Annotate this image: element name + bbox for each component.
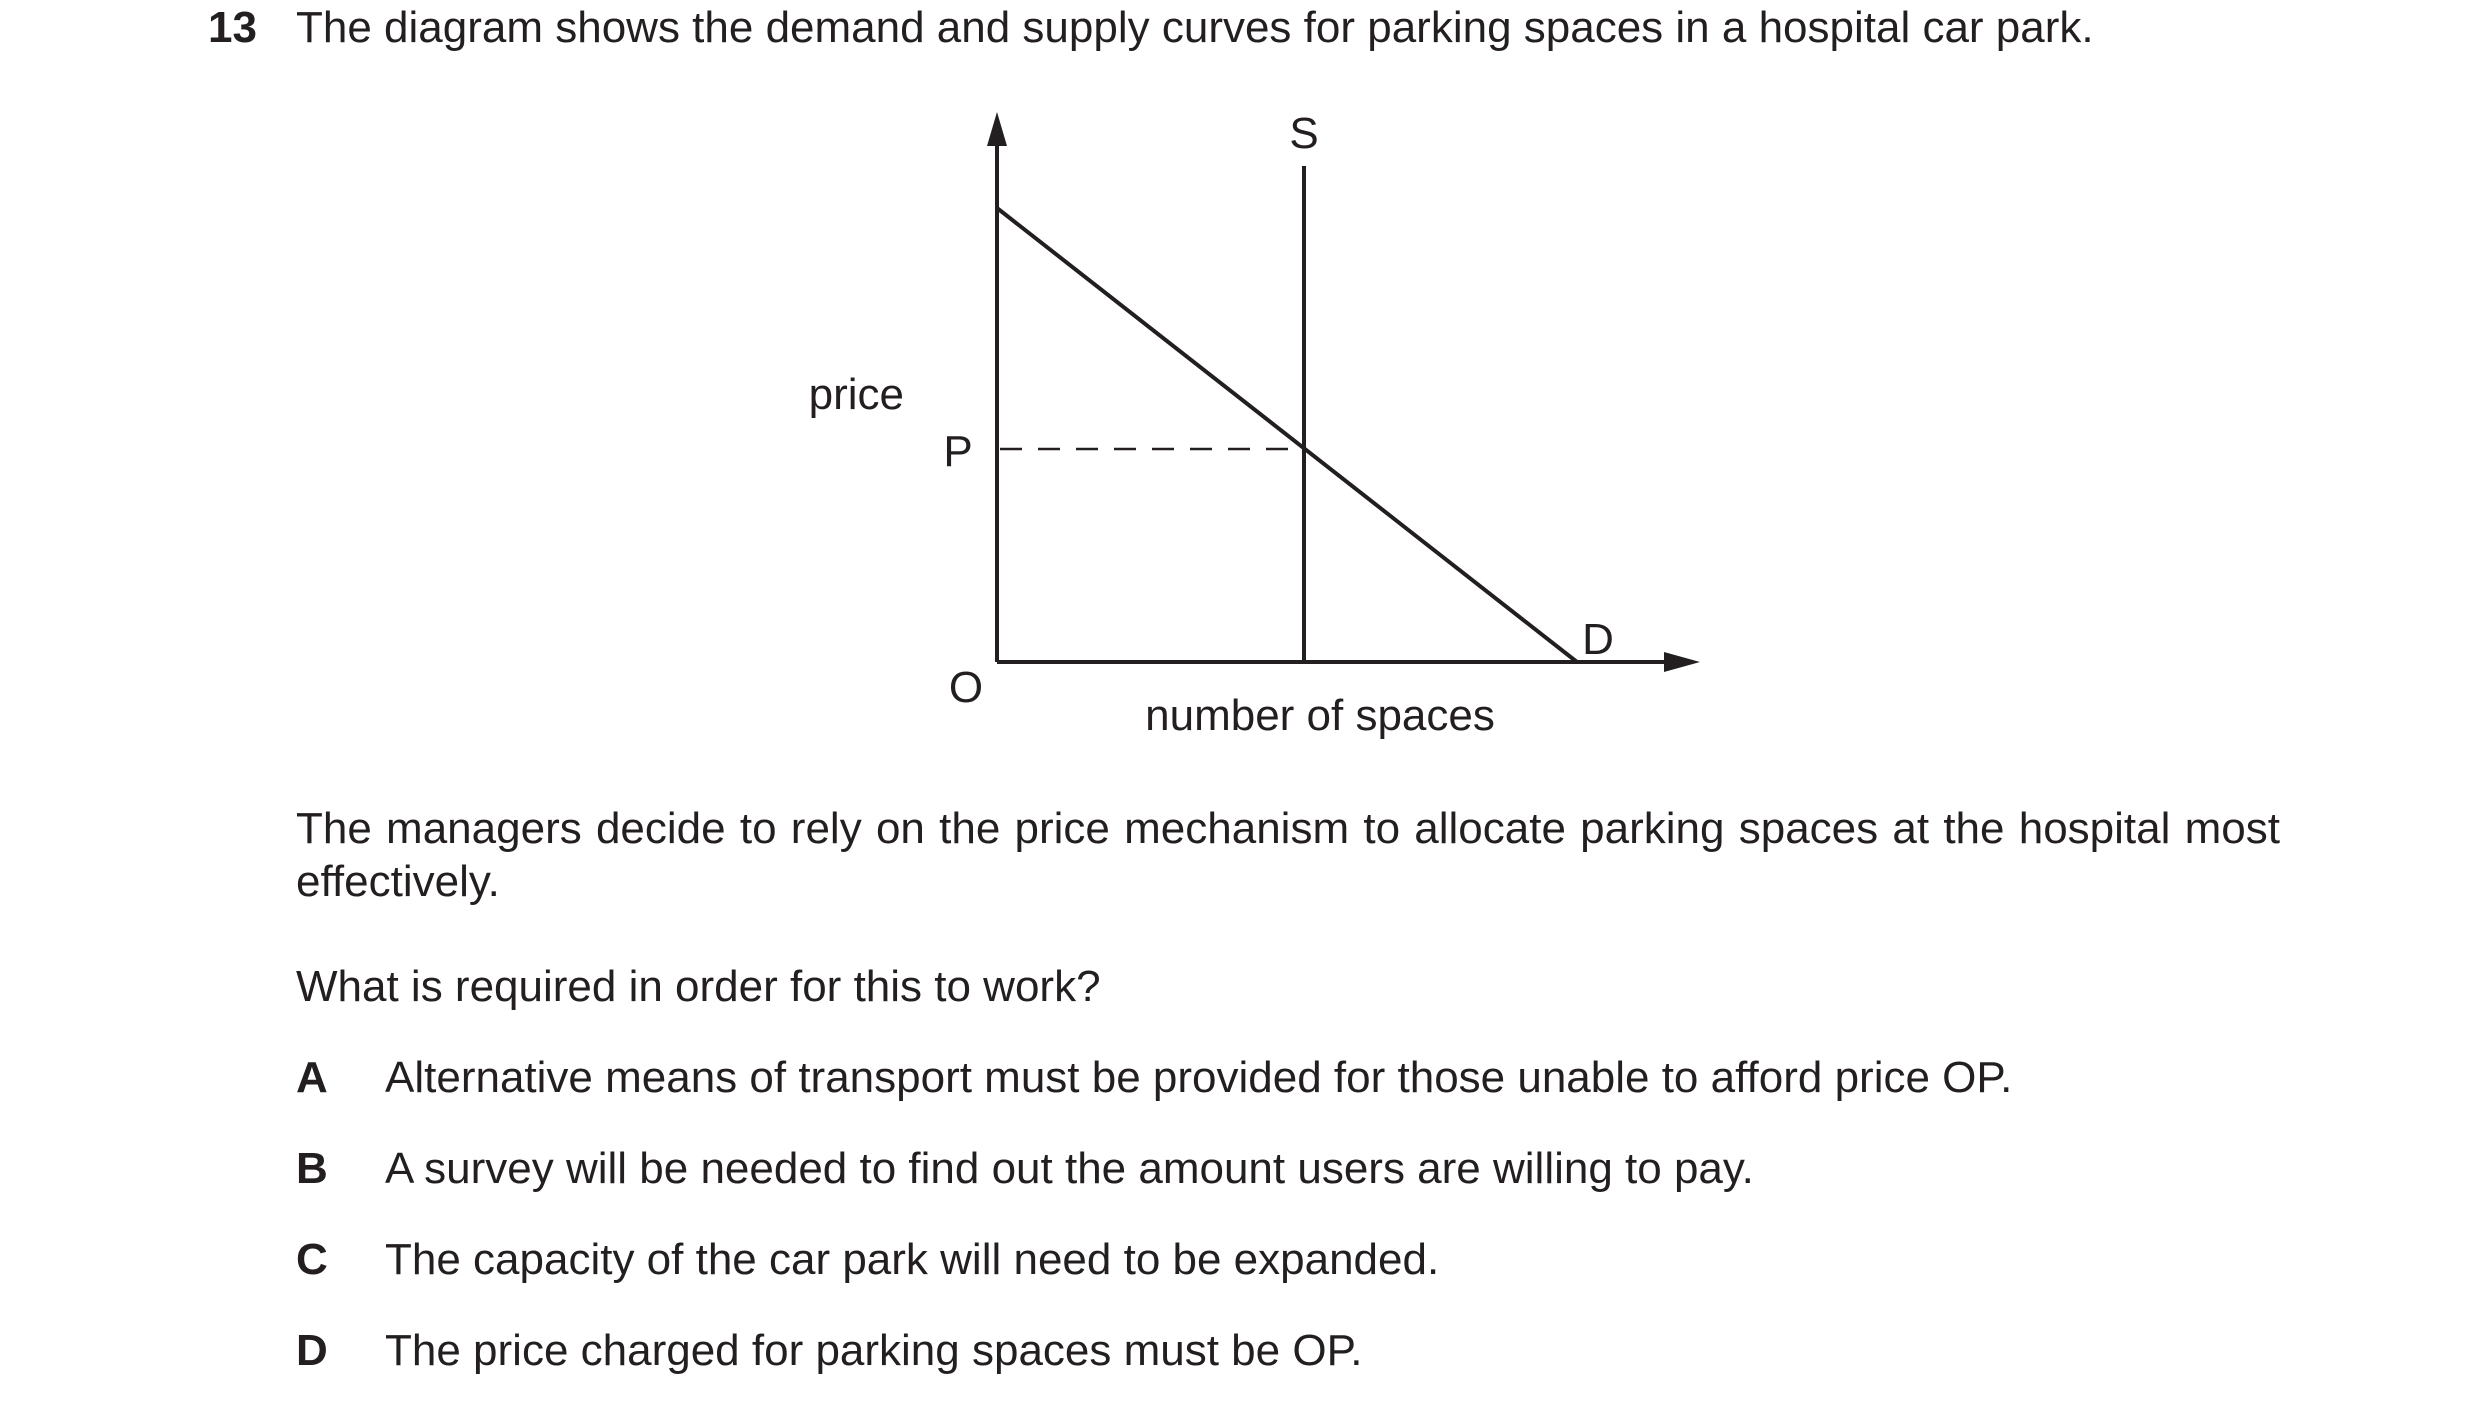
- question-prompt: What is required in order for this to work?: [296, 962, 1101, 1011]
- origin-label: O: [948, 663, 984, 712]
- question-stem: The diagram shows the demand and supply curves for parking spaces in a hospital car park.: [296, 3, 2094, 52]
- option-text: The capacity of the car park will need to be expanded.: [385, 1235, 1440, 1284]
- x-axis-label: number of spaces: [1145, 691, 1495, 740]
- option-text: A survey will be needed to find out the amount users are willing to pay.: [385, 1144, 1754, 1193]
- demand-label: D: [1582, 615, 1614, 664]
- x-axis-arrowhead: [1664, 652, 1700, 672]
- option-letter: B: [296, 1144, 328, 1193]
- option-letter: C: [296, 1235, 328, 1284]
- y-axis-arrowhead: [987, 112, 1007, 146]
- scenario-paragraph: The managers decide to rely on the price mechanism to allocate parking spaces at the hospital most effectively.: [296, 804, 2280, 906]
- price-label: P: [943, 427, 973, 476]
- option-letter: A: [296, 1053, 328, 1102]
- option-text: The price charged for parking spaces must be OP.: [385, 1326, 1363, 1375]
- option-letter: D: [296, 1326, 328, 1375]
- demand-curve: [997, 208, 1577, 662]
- option-text: Alternative means of transport must be provided for those unable to afford price OP.: [385, 1053, 2013, 1102]
- y-axis-label: price: [808, 370, 904, 419]
- question-number: 13: [208, 3, 257, 52]
- supply-label: S: [1289, 109, 1319, 158]
